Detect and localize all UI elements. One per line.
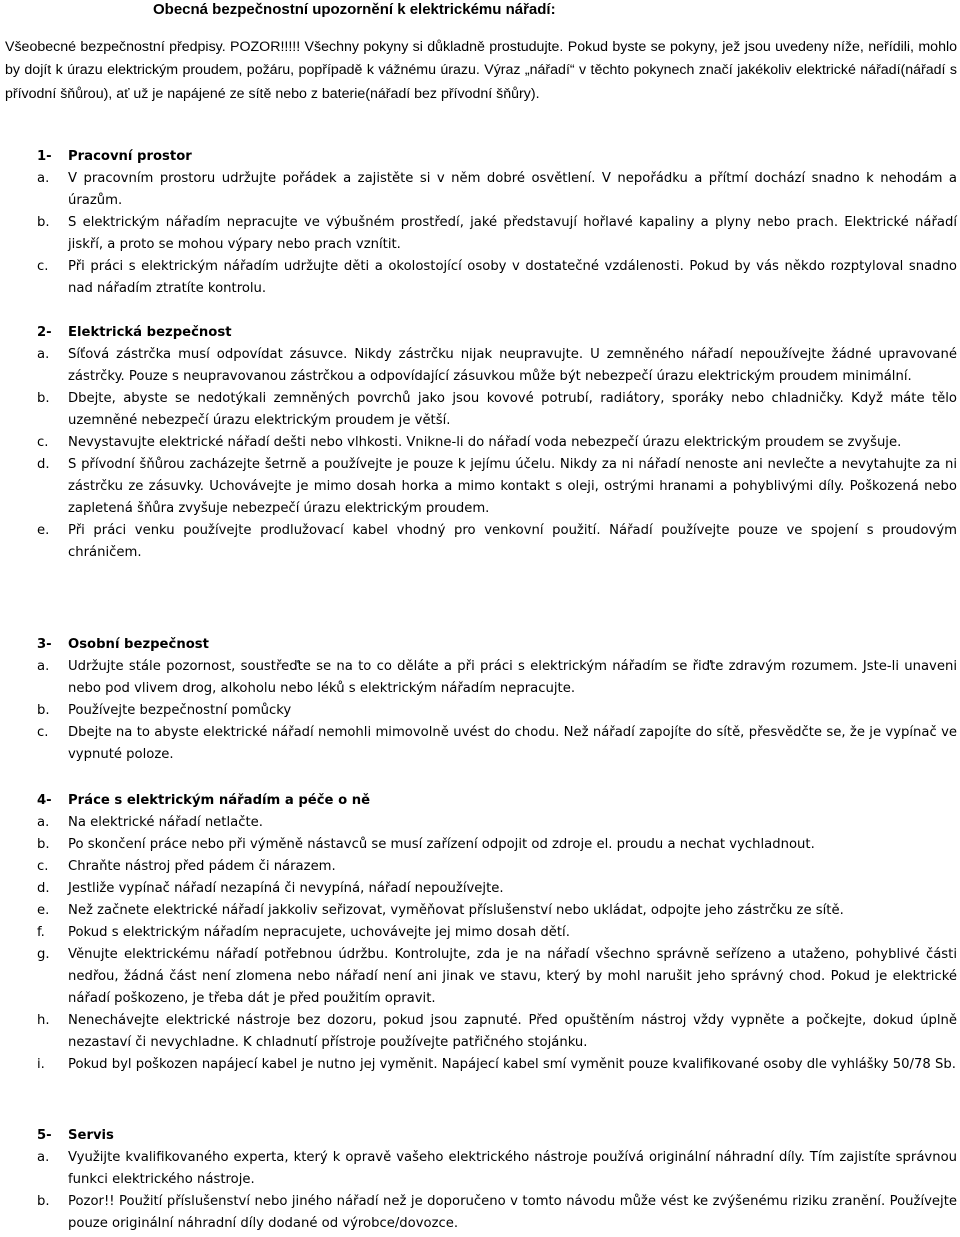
section-elektricka-bezpecnost (0, 322, 960, 564)
item-letter: e. (37, 903, 50, 918)
item-letter: d. (37, 457, 50, 472)
item-text: Pokud s elektrickým nářadím nepracujete, uchovávejte jej mimo dosah dětí. (68, 925, 570, 940)
item-letter: g. (37, 947, 50, 962)
section-osobni-bezpecnost (0, 634, 960, 766)
section-heading (0, 322, 960, 344)
item-text: S elektrickým nářadím nepracujte ve výbušném prostředí, jaké představují hořlavé kapaliny a plyny nebo prach. Elektrické nářadí jiskří, a proto se mohou výpary nebo prach vznítit. (68, 215, 957, 252)
list-item (0, 454, 960, 520)
item-text: Pokud byl poškozen napájecí kabel je nutno jej vyměnit. Napájecí kabel smí vyměnit pouze kvalifikované osoby dle vyhlášky 50/78 Sb. (68, 1057, 956, 1072)
list-item (0, 856, 960, 878)
item-text: Pozor!! Použití příslušenství nebo jiného nářadí než je doporučeno v tomto návodu může vést ke zvýšenému riziku zranění. Používejte pouze originální náhradní díly dodané od výrobce/dovozce. (68, 1194, 957, 1231)
list-item (0, 900, 960, 922)
list-item (0, 212, 960, 256)
item-text: Věnujte elektrickému nářadí potřebnou údržbu. Kontrolujte, zda je na nářadí všechno správně seřízeno a utaženo, pohyblivé části nedřou, žádná část není zlomena nebo nářadí není ani jinak ve stavu, který by mohl narušit jeho správný chod. Pokud je elektrické nářadí poškozeno, je třeba dát je před použitím opravit. (68, 947, 957, 1006)
list-item (0, 722, 960, 766)
list-item (0, 432, 960, 454)
list-item (0, 1191, 960, 1235)
section-number: 4- (37, 793, 52, 808)
section-heading (0, 1125, 960, 1147)
list-item (0, 834, 960, 856)
section-title: Práce s elektrickým nářadím a péče o ně (68, 793, 371, 808)
list-item (0, 878, 960, 900)
list-item (0, 256, 960, 300)
item-text: S přívodní šňůrou zacházejte šetrně a používejte je pouze k jejímu účelu. Nikdy za ni nářadí nenoste ani nevlečte a nevytahujte za ni zástrčku ze zásuvky. Uchovávejte je mimo dosah horka a mimo kontakt s oleji, ostrými hranami a pohyblivými díly. Poškozená nebo zapletená šňůra zvyšuje nebezpečí úrazu elektrickým proudem. (68, 457, 957, 516)
item-text: Síťová zástrčka musí odpovídat zásuvce. Nikdy zástrčku nijak neupravujte. U zemněného nářadí nepoužívejte žádné upravované zástrčky. Pouze s neupravovanou zástrčkou a odpovídající zásuvkou může být nebezpečí úrazu elektrickým proudem minimální. (68, 347, 957, 384)
item-letter: b. (37, 215, 50, 230)
list-item (0, 1010, 960, 1054)
item-letter: b. (37, 703, 50, 718)
item-text: Udržujte stále pozornost, soustřeďte se na to co děláte a při práci s elektrickým nářadím se řiďte zdravým rozumem. Jste-li unaveni nebo pod vlivem drog, alkoholu nebo léků s elektrickým nářadím nepracujte. (68, 659, 957, 696)
section-title: Servis (68, 1128, 114, 1143)
intro-paragraph: Všeobecné bezpečnostní předpisy. POZOR!!!!! Všechny pokyny si důkladně prostudujte. Pokud byste se pokyny, jež jsou uvedeny níže, neřídili, mohlo by dojít k úrazu elektrickým proudem, požáru, popřípadě k vážnému úrazu. Výraz „nářadí“ v těchto pokynech značí jakékoliv elektrické nářadí(nářadí s přívodní šňůrou), ať už je napájené ze sítě nebo z baterie(nářadí bez přívodní šňůry). (5, 39, 957, 102)
section-title: Osobní bezpečnost (68, 637, 209, 652)
item-letter: i. (37, 1057, 45, 1072)
item-text: V pracovním prostoru udržujte pořádek a zajistěte si v něm dobré osvětlení. V nepořádku a přítmí dochází snadno k nehodám a úrazům. (68, 171, 957, 208)
list-item (0, 168, 960, 212)
item-text: Na elektrické nářadí netlačte. (68, 815, 263, 830)
item-letter: c. (37, 259, 49, 274)
document-title: Obecná bezpečnostní upozornění k elektrickému nářadí: (153, 1, 556, 18)
item-text: Než začnete elektrické nářadí jakkoliv seřizovat, vyměňovat příslušenství nebo ukládat, odpojte jeho zástrčku ze sítě. (68, 903, 844, 918)
item-letter: a. (37, 1150, 50, 1165)
list-item (0, 1054, 960, 1076)
item-text: Chraňte nástroj před pádem či nárazem. (68, 859, 336, 874)
item-letter: b. (37, 1194, 50, 1209)
list-item (0, 344, 960, 388)
section-number: 2- (37, 325, 52, 340)
item-text: Nenechávejte elektrické nástroje bez dozoru, pokud jsou zapnuté. Před opuštěním nástroj vždy vypněte a počkejte, dokud úplně nezastaví či nevychladne. K chladnutí přístroje používejte patřičného stojánku. (68, 1013, 957, 1050)
item-letter: a. (37, 815, 50, 830)
section-heading (0, 146, 960, 168)
item-text: Dbejte na to abyste elektrické nářadí nemohli mimovolně uvést do chodu. Než nářadí zapojíte do sítě, přesvědčte se, že je vypínač ve vypnuté poloze. (68, 725, 957, 762)
section-title: Pracovní prostor (68, 149, 192, 164)
list-item (0, 700, 960, 722)
item-letter: c. (37, 725, 49, 740)
item-letter: d. (37, 881, 50, 896)
item-letter: c. (37, 435, 49, 450)
item-text: Používejte bezpečnostní pomůcky (68, 703, 292, 718)
section-number: 5- (37, 1128, 52, 1143)
item-letter: f. (37, 925, 45, 940)
item-text: Dbejte, abyste se nedotýkali zemněných povrchů jako jsou kovové potrubí, radiátory, sporáky nebo chladničky. Když máte tělo uzemněné nebezpečí úrazu elektrickým proudem je větší. (68, 391, 957, 428)
item-text: Po skončení práce nebo při výměně nástavců se musí zařízení odpojit od zdroje el. proudu a nechat vychladnout. (68, 837, 815, 852)
list-item (0, 520, 960, 564)
item-text: Nevystavujte elektrické nářadí dešti nebo vlhkosti. Vnikne-li do nářadí voda nebezpečí úrazu elektrickým proudem se zvyšuje. (68, 435, 902, 450)
section-number: 1- (37, 149, 52, 164)
list-item (0, 812, 960, 834)
item-letter: b. (37, 837, 50, 852)
item-letter: c. (37, 859, 49, 874)
section-number: 3- (37, 637, 52, 652)
list-item (0, 944, 960, 1010)
section-servis (0, 1125, 960, 1235)
item-letter: b. (37, 391, 50, 406)
item-text: Při práci venku používejte prodlužovací kabel vhodný pro venkovní použití. Nářadí používejte pouze ve spojení s proudovým chráničem. (68, 523, 957, 560)
item-text: Jestliže vypínač nářadí nezapíná či nevypíná, nářadí nepoužívejte. (68, 881, 504, 896)
section-heading (0, 634, 960, 656)
list-item (0, 388, 960, 432)
section-title: Elektrická bezpečnost (68, 325, 232, 340)
item-letter: a. (37, 347, 50, 362)
list-item (0, 656, 960, 700)
list-item (0, 922, 960, 944)
section-pracovni-prostor (0, 146, 960, 300)
section-heading (0, 790, 960, 812)
item-letter: e. (37, 523, 50, 538)
section-prace-s-naradim (0, 790, 960, 1076)
item-letter: h. (37, 1013, 50, 1028)
item-letter: a. (37, 171, 50, 186)
item-letter: a. (37, 659, 50, 674)
item-text: Využijte kvalifikovaného experta, který k opravě vašeho elektrického nástroje používá originální náhradní díly. Tím zajistíte správnou funkci elektrického nástroje. (68, 1150, 957, 1187)
item-text: Při práci s elektrickým nářadím udržujte děti a okolostojící osoby v dostatečné vzdálenosti. Pokud by vás někdo rozptyloval snadno nad nářadím ztratíte kontrolu. (68, 259, 957, 296)
list-item (0, 1147, 960, 1191)
